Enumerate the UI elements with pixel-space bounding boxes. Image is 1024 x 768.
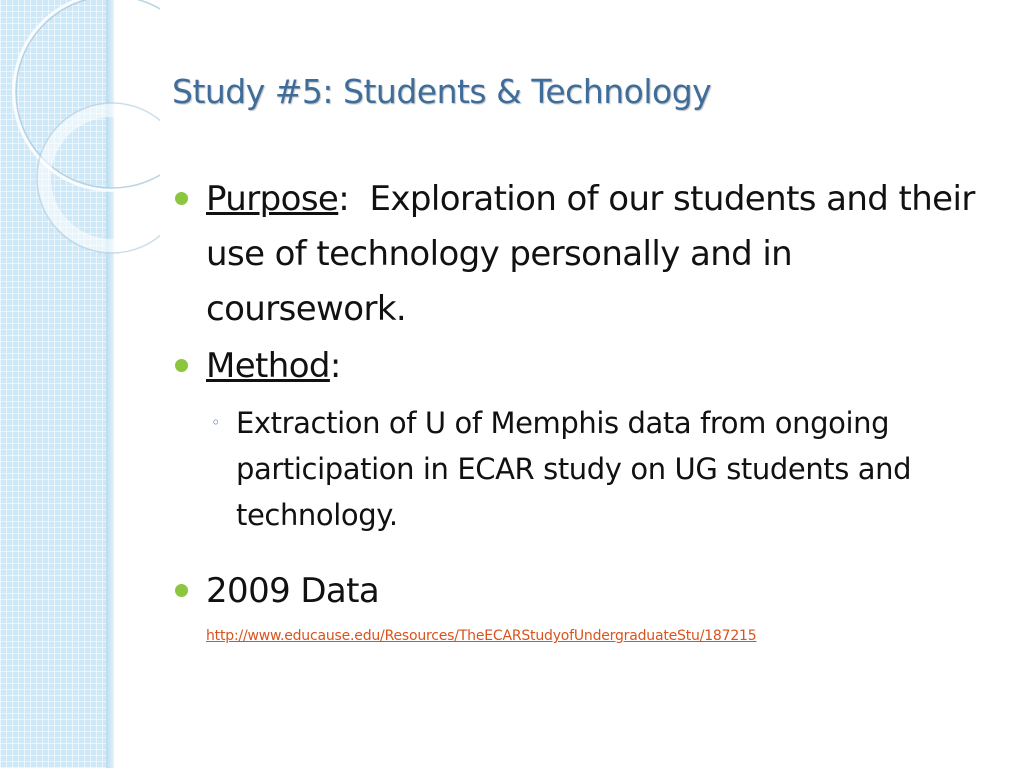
method-sub-item bbox=[211, 400, 1002, 538]
hollow-circle-bullet-icon: ◦ bbox=[211, 413, 221, 432]
purpose-label: Purpose bbox=[206, 179, 339, 219]
purpose-bullet bbox=[172, 172, 1002, 337]
bullet-dot-icon bbox=[175, 359, 188, 372]
slide-title: Study #5: Students & Technology bbox=[172, 72, 712, 111]
method-sub-item-text: Extraction of U of Memphis data from ongoing participation in ECAR study on UG students and technology. bbox=[236, 406, 912, 532]
purpose-separator: : bbox=[338, 179, 350, 219]
decorative-circles bbox=[0, 0, 160, 300]
method-bullet bbox=[172, 339, 1002, 394]
data-2009-bullet bbox=[172, 564, 1002, 645]
bullet-dot-icon bbox=[175, 584, 188, 597]
slide-content bbox=[172, 172, 1002, 645]
method-label: Method bbox=[206, 346, 330, 386]
purpose-text: Exploration of our students and their use of technology personally and in coursework. bbox=[206, 179, 985, 329]
data-2009-text: 2009 Data bbox=[206, 571, 380, 611]
educause-link[interactable]: http://www.educause.edu/Resources/TheECARStudyofUndergraduateStu/187215 bbox=[206, 628, 757, 644]
bullet-dot-icon bbox=[175, 192, 188, 205]
method-separator: : bbox=[329, 346, 341, 386]
